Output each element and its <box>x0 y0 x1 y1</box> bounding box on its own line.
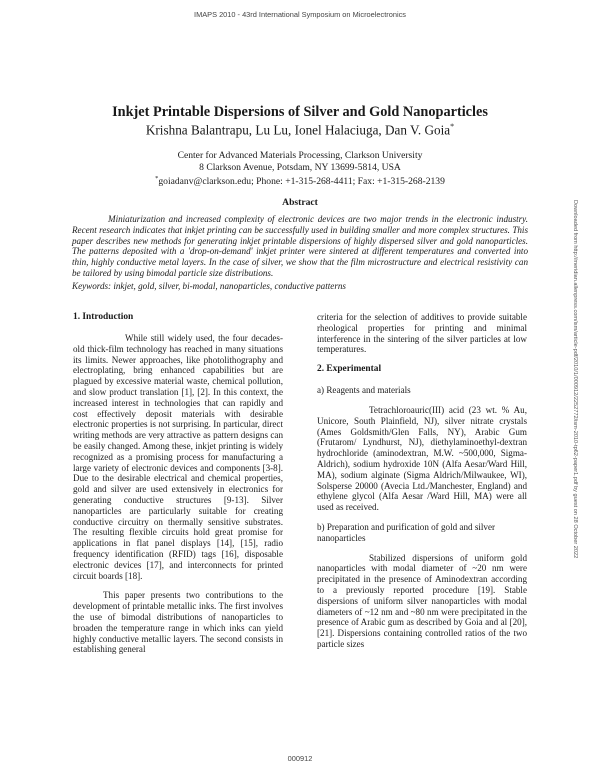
author-list <box>0 122 600 138</box>
section-heading-introduction: 1. Introduction <box>73 312 134 322</box>
keywords: Keywords: inkjet, gold, silver, bi-modal, nanoparticles, conductive patterns <box>72 281 346 291</box>
preparation-paragraph: Stabilized dispersions of uniform gold nanoparticles with modal diameter of ~20 nm were precipitated in the presence of Aminodextran according to a previously reported procedure [19]. Stable dispersions of uniform silver nanoparticles with modal diameters of ~12 nm and ~80 nm were precipitated in the presence of Arabic gum as described by Goia and al [20], [21]. Dispersions containing controlled ratios of the two particle sizes <box>317 552 527 649</box>
right-column <box>317 312 527 659</box>
running-head: IMAPS 2010 - 43rd International Symposium on Microelectronics <box>194 10 406 19</box>
download-note: Downloaded from http://meridian.allenpress.com/ism/article-pdf/2010/1/000912/2252772/ism-2010-tp62-paper1.pdf by guest on 28 October 2022 <box>572 200 578 559</box>
contact-details: goiadanv@clarkson.edu; Phone: +1-315-268-4411; Fax: +1-315-268-2139 <box>158 176 445 188</box>
introduction-paragraph-1: While still widely used, the four decades-old thick-film technology has reached in many situations its limits. Newer approaches, like photolithography and electroplating, bring enhanced capabilities but are plagued by excessive material waste, chemical pollution, and slow product translation [1], [2]. In this context, the increased interest in technologies that can rapidly and cost effectively deposit materials with desirable electronic properties is not surprising. In particular, direct writing methods are very attractive as pattern designs can be easily changed. Among these, inkjet printing is widely recognized as a promising process for manufacturing a large variety of electronic devices and components [3-8]. Due to the desirable electrical and chemical properties, gold and silver are used extensively in electronics for generating conductive structures [9-13]. Silver nanoparticles are particularly suitable for creating conductive circuitry on thermally sensitive substrates. The resulting flexible circuits hold great promise for applications in flat panel displays [14], [15], radio frequency identification (RFID) tags [16], disposable electronic devices [17], and interconnects for printed circuit boards [18]. <box>73 333 283 581</box>
abstract-text: Miniaturization and increased complexity of electronic devices are two major trends in the electronic industry. Recent research indicates that inkjet printing can be successfully used in building smaller and more complex structures. This paper describes new methods for generating inkjet printable dispersions of highly dispersed silver and gold nanoparticles. The patterns deposited with a 'drop-on-demand' inkjet printer were sintered at different temperatures and converted into thin, highly conductive metal layers. In the case of silver, we show that the film microstructure and electrical resistivity can be tailored by using bimodal particle size distributions. <box>72 214 528 278</box>
affiliation-address: 8 Clarkson Avenue, Potsdam, NY 13699-5814, USA <box>199 161 401 173</box>
affiliation-block <box>0 150 600 188</box>
page-number: 000912 <box>287 754 313 763</box>
corresponding-author-mark: * <box>450 122 455 131</box>
introduction-paragraph-2: This paper presents two contributions to the development of printable metallic inks. The first involves the use of bimodal distributions of nanoparticles to broaden the temperature range in which inks can yield highly conductive metallic layers. The second consists in establishing general <box>73 590 283 655</box>
section-heading-experimental: 2. Experimental <box>317 364 382 375</box>
affiliation-center: Center for Advanced Materials Processing, Clarkson University <box>177 150 423 161</box>
left-column <box>73 312 283 664</box>
author-names: Krishna Balantrapu, Lu Lu, Ionel Halaciuga, Dan V. Goia <box>145 122 451 138</box>
subsection-heading-reagents: a) Reagents and materials <box>317 385 411 396</box>
reagents-paragraph: Tetrachloroauric(III) acid (23 wt. % Au, Unicore, South Plainfield, NJ), silver nitrate crystals (Ames Goldsmith/Glen Falls, NY), Arabic Gum (Frutarom/ Lyndhurst, NJ), diethylaminoethyl-dextran hydrochloride (aminodextran, M.W. ~500,000, Sigma-Aldrich), sodium hydroxide 10N (Alfa Aesar/Ward Hill, MA), sodium alginate (Sigma Aldrich/Milwaukee, WI), Solsperse 20000 (Avecia Ltd./Manchester, England) and ethylene glycol (Alfa Aesar /Ward Hill, MA) were all used as received. <box>317 404 527 513</box>
affiliation-contact <box>0 173 600 188</box>
paper-title: Inkjet Printable Dispersions of Silver and Gold Nanoparticles <box>112 104 488 120</box>
abstract-heading: Abstract <box>282 197 318 208</box>
subsection-heading-preparation: b) Preparation and purification of gold and silver nanoparticles <box>317 521 496 543</box>
contact-mark: * <box>155 175 159 183</box>
introduction-paragraph-continued: criteria for the selection of additives to provide suitable rheological properties for printing and minimal interference in the sintering of the silver particles at low temperatures. <box>317 312 527 355</box>
